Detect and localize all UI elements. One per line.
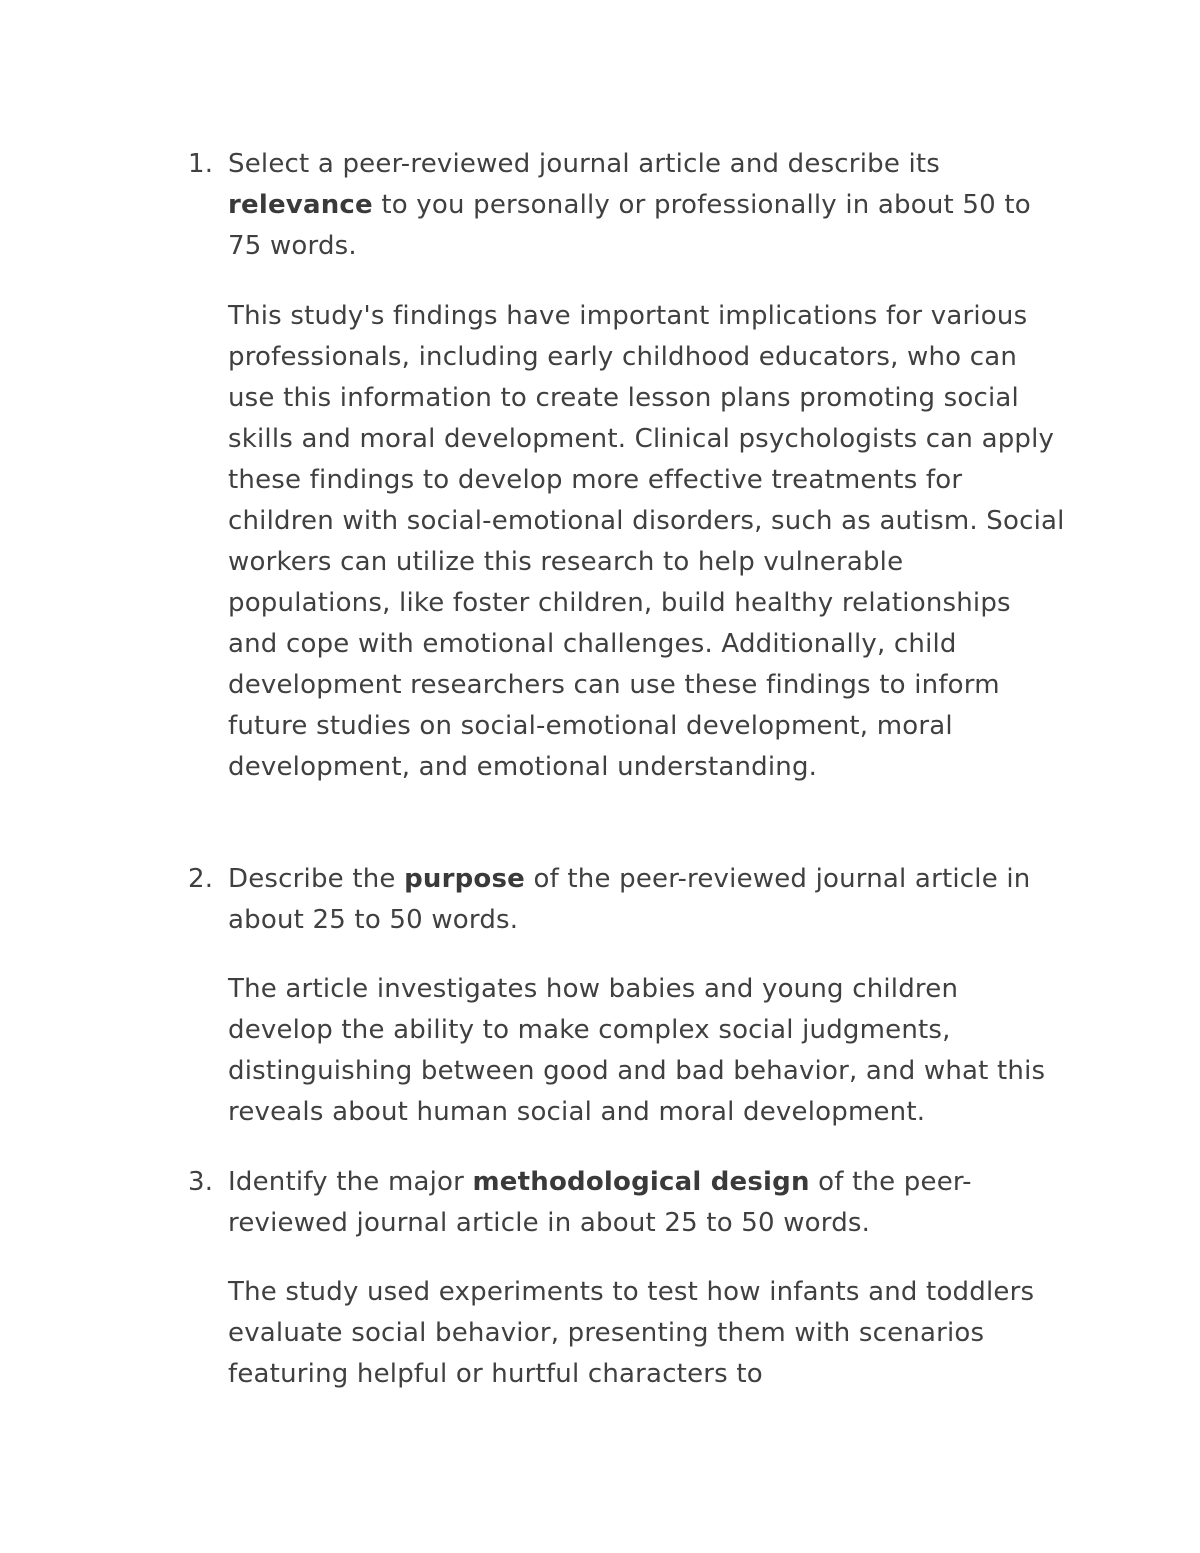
question-text-start: Identify the major <box>228 1167 473 1197</box>
question-keyword: purpose <box>404 864 526 894</box>
answer-paragraph: The article investigates how babies and young children develop the ability to make complex social judgments, distinguishing between good and bad behavior, and what this reveals about human social and moral development. <box>228 974 1046 1127</box>
question-keyword: relevance <box>228 190 373 220</box>
question-text-end: of the peer-reviewed journal article in about 25 to 50 words. <box>228 864 1031 935</box>
question-text-end: of the peer-reviewed journal article in about 25 to 50 words. <box>228 1167 972 1238</box>
question-keyword: methodological design <box>472 1167 810 1197</box>
question-text <box>228 1162 1068 1244</box>
question-text-end: to you personally or professionally in about 50 to 75 words. <box>228 190 1031 261</box>
list-number: 3. <box>188 1167 214 1197</box>
question-text-start: Select a peer-reviewed journal article and describe its <box>228 149 941 179</box>
question-text-start: Describe the <box>228 864 405 894</box>
answer-paragraph: The study used experiments to test how infants and toddlers evaluate social behavior, presenting them with scenarios featuring helpful or hurtful characters to <box>228 1277 1035 1389</box>
list-number: 1. <box>188 149 214 179</box>
list-item-1 <box>188 144 1068 844</box>
answer-paragraph: This study's findings have important implications for various professionals, including early childhood educators, who can use this information to create lesson plans promoting social skills and moral development. Clinical psychologists can apply these findings to develop more effective treatments for children with social-emotional disorders, such as autism. Social workers can utilize this research to help vulnerable populations, like foster children, build healthy relationships and cope with emotional challenges. Additionally, child development researchers can use these findings to inform future studies on social-emotional development, moral development, and emotional understanding. <box>228 301 1065 782</box>
list-item-3 <box>188 1162 1068 1402</box>
list-number: 2. <box>188 864 214 894</box>
question-text <box>228 144 1068 267</box>
list-item-2 <box>188 859 1068 1139</box>
question-text <box>228 859 1068 941</box>
